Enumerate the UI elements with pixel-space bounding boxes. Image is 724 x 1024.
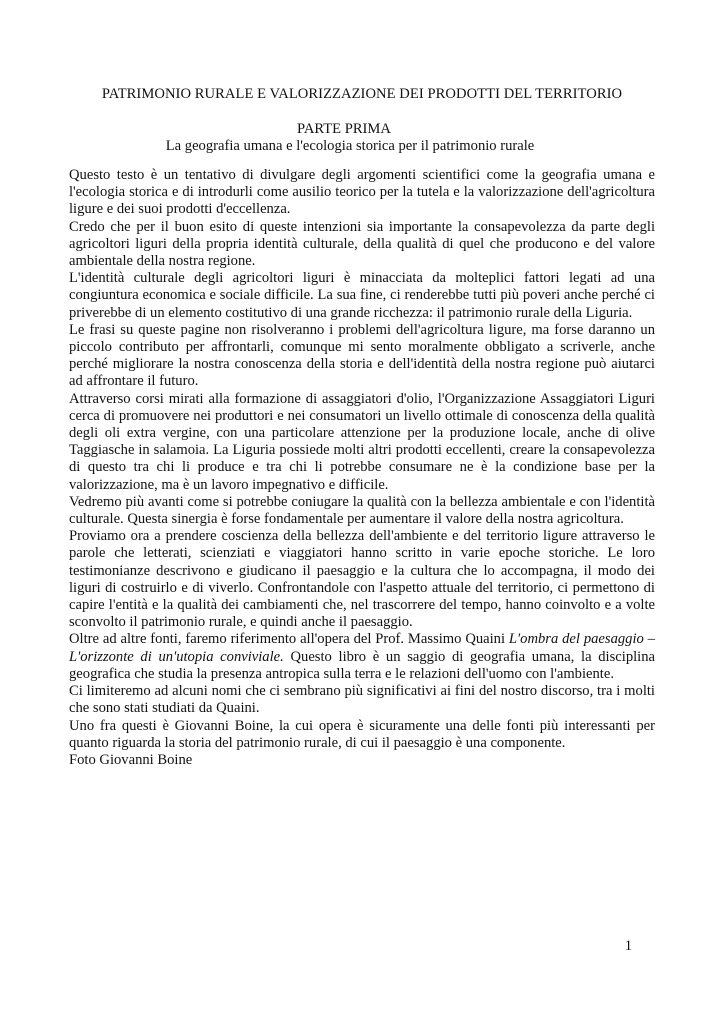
paragraph: Credo che per il buon esito di queste intenzioni sia importante la consapevolezza da parte degli agricoltori liguri della propria identità culturale, della qualità di quel che producono e del valore ambientale della nostra regione. <box>69 218 655 270</box>
photo-caption: Foto Giovanni Boine <box>69 751 193 768</box>
paragraph: Proviamo ora a prendere coscienza della bellezza dell'ambiente e del territorio ligure attraverso le parole che letterati, scienziati e viaggiatori hanno scritto in varie epoche storiche. Le loro testimonianze descrivono e giudicano il paesaggio e la cultura che lo accompagna, il modo dei liguri di costruirlo e di viverlo. Confrontandole con l'aspetto attuale del territorio, ci permettono di capire l'entità e la qualità dei cambiamenti che, nel trascorrere del tempo, hanno coinvolto e a volte sconvolto il patrimonio rurale, e quindi anche il paesaggio. <box>69 528 655 631</box>
page-number: 1 <box>624 938 632 954</box>
part-subtitle: La geografia umana e l'ecologia storica per il patrimonio rurale <box>165 138 535 154</box>
book-title: L'ombra del paesaggio – L'orizzonte di un'utopia conviviale. <box>69 631 655 665</box>
body-text <box>69 167 655 769</box>
paragraph: Ci limiteremo ad alcuni nomi che ci sembrano più significativi ai fini del nostro discorso, tra i molti che sono stati studiati da Quaini. <box>69 683 655 717</box>
quaini-paragraph <box>69 631 655 683</box>
paragraph: Questo testo è un tentativo di divulgare degli argomenti scientifici come la geografia umana e l'ecologia storica e di introdurli come ausilio teorico per la tutela e la valorizzazione dell'agricoltura ligure e dei suoi prodotti d'eccellenza. <box>69 167 655 218</box>
paragraph: Attraverso corsi mirati alla formazione di assaggiatori d'olio, l'Organizzazione Assaggiatori Liguri cerca di promuovere nei produttori e nei consumatori un livello ottimale di conoscenza della qualità degli oli extra vergine, con una particolare attenzione per la produzione locale, anche di olive Taggiasche in salamoia. La Liguria possiede molti altri prodotti eccellenti, creare la consapevolezza di questo tra chi li produce e tra chi li potrebbe consumare ne è la condizione base per la valorizzazione, ma è un lavoro impegnativo e difficile. <box>69 390 655 493</box>
quaini-text-before: Oltre ad altre fonti, faremo riferimento all'opera del Prof. Massimo Quaini <box>69 631 509 648</box>
quaini-text-after: Questo libro è un saggio di geografia umana, la disciplina geografica che studia la presenza antropica sulla terra e le relazioni dell'uomo con l'ambiente. <box>69 648 655 682</box>
document-title: PATRIMONIO RURALE E VALORIZZAZIONE DEI PRODOTTI DEL TERRITORIO <box>101 86 623 102</box>
paragraph: Vedremo più avanti come si potrebbe coniugare la qualità con la bellezza ambientale e con l'identità culturale. Questa sinergia è forse fondamentale per aumentare il valore della nostra agricoltura. <box>69 493 655 528</box>
paragraph: Uno fra questi è Giovanni Boine, la cui opera è sicuramente una delle fonti più interessanti per quanto riguarda la storia del patrimonio rurale, di cui il paesaggio è una componente. <box>69 717 655 751</box>
part-heading: PARTE PRIMA <box>297 121 391 137</box>
paragraph: Le frasi su queste pagine non risolveranno i problemi dell'agricoltura ligure, ma forse daranno un piccolo contributo per affrontarli, comunque mi sento moralmente obbligato a scriverle, anche perché migliorare la nostra conoscenza della storia e dell'identità della nostra regione può aiutarci ad affrontare il futuro. <box>69 321 655 390</box>
paragraph: L'identità culturale degli agricoltori liguri è minacciata da molteplici fattori legati ad una congiuntura economica e sociale difficile. La sua fine, ci renderebbe tutti più poveri anche perché ci priverebbe di un elemento costitutivo di una grande ricchezza: il patrimonio rurale della Liguria. <box>69 270 655 321</box>
